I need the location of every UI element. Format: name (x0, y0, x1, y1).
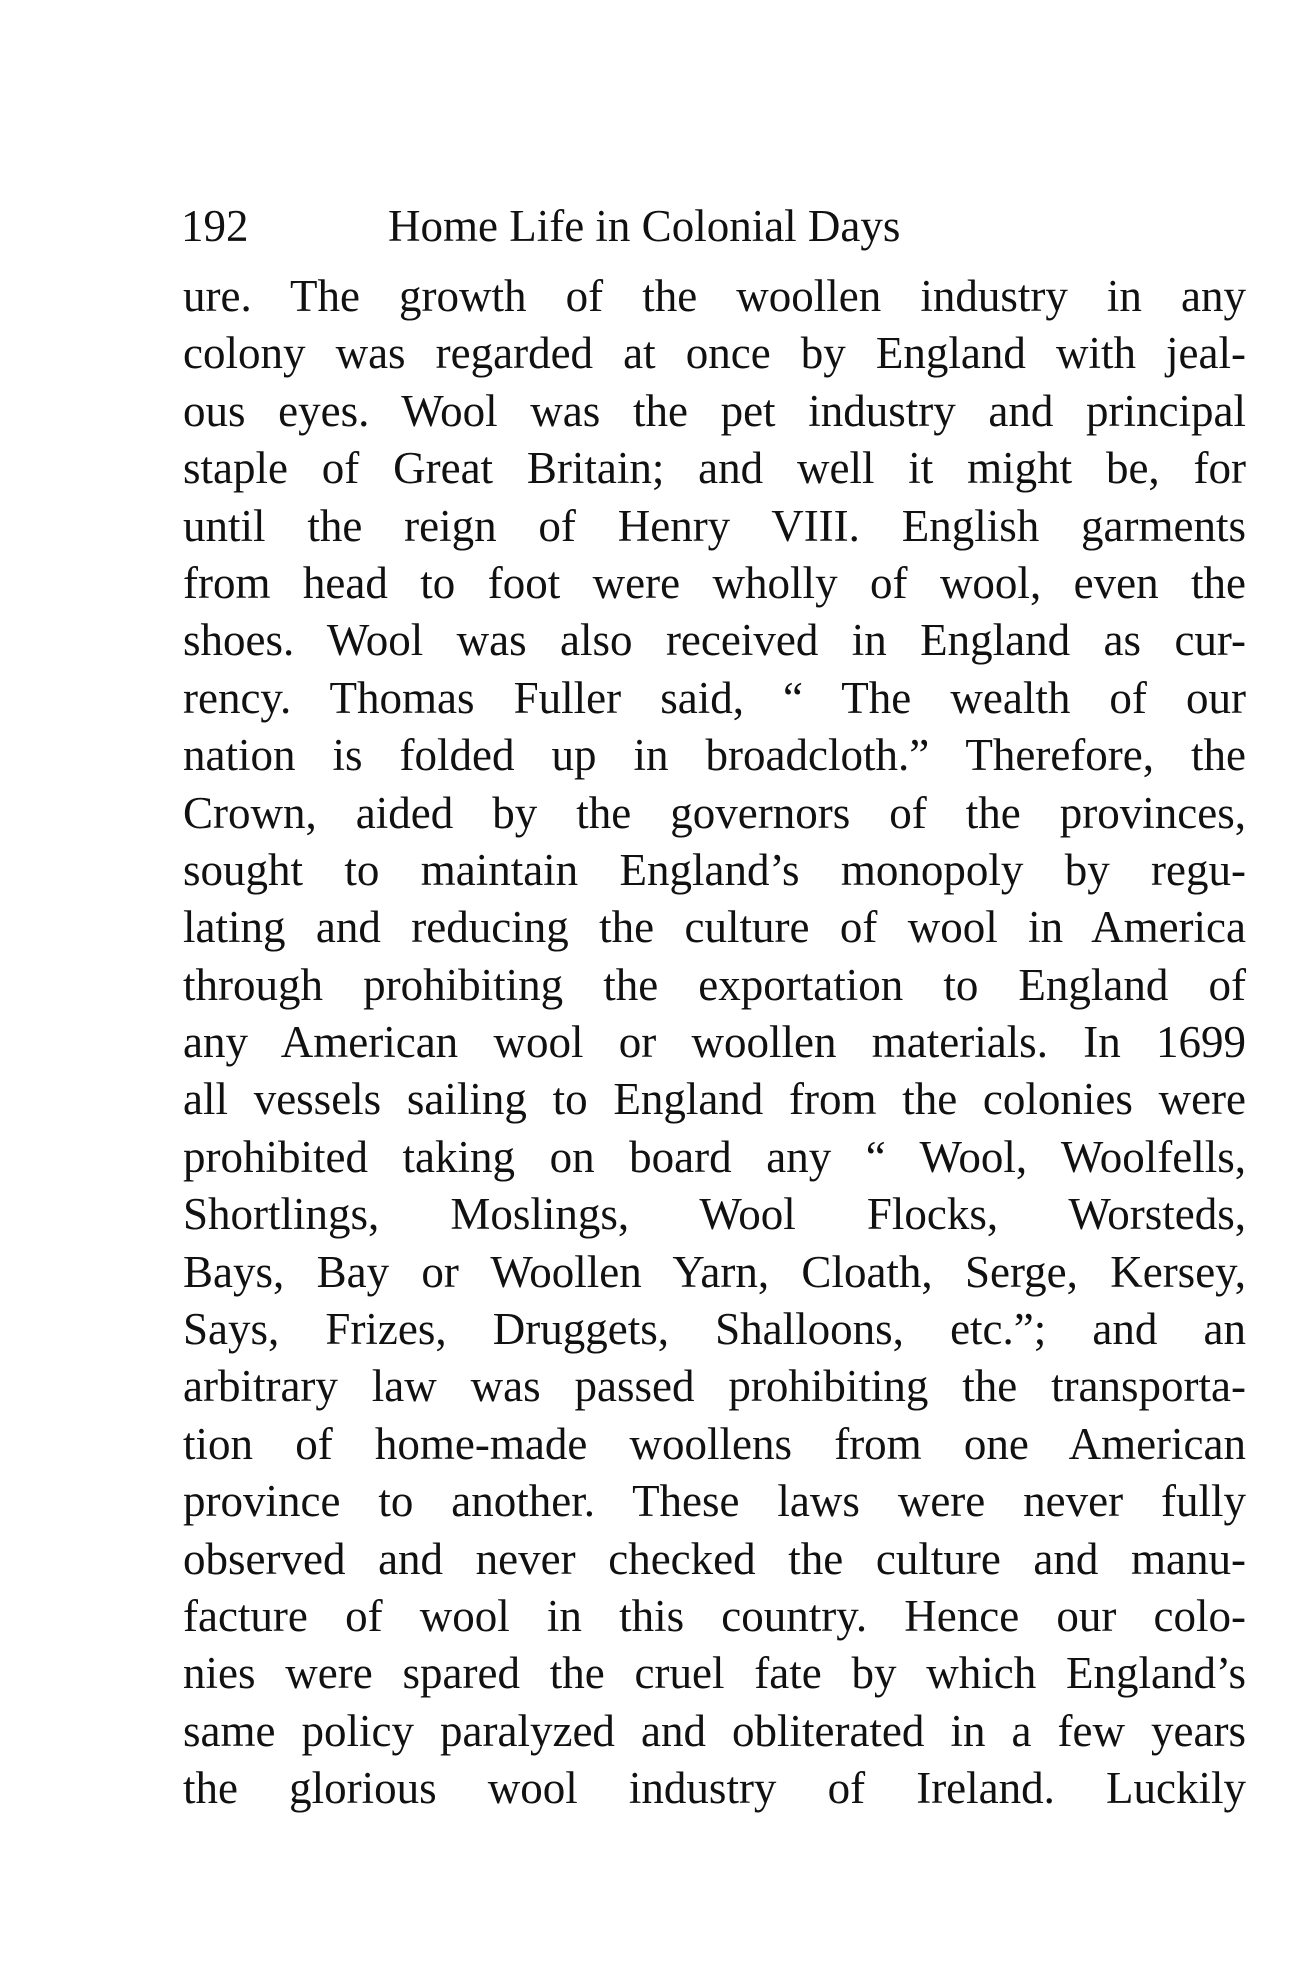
text-line: staple of Great Britain; and well it might be, for (183, 443, 1246, 494)
text-line: Says, Frizes, Druggets, Shalloons, etc.”; and an (183, 1304, 1246, 1355)
text-line: ure. The growth of the woollen industry in any (183, 271, 1246, 321)
text-line: Crown, aided by the governors of the provinces, (183, 787, 1246, 838)
text-line: from head to foot were wholly of wool, even the (183, 557, 1246, 608)
text-line: sought to maintain England’s monopoly by regu- (183, 844, 1246, 895)
text-line: any American wool or woollen materials. In 1699 (183, 1017, 1246, 1068)
text-line: tion of home-made woollens from one American (183, 1418, 1246, 1469)
text-line: all vessels sailing to England from the colonies were (183, 1074, 1246, 1125)
text-line: observed and never checked the culture and manu- (183, 1533, 1246, 1584)
running-head (181, 196, 1241, 256)
page-number: 192 (181, 201, 249, 251)
text-line: until the reign of Henry VIII. English garments (183, 500, 1246, 551)
text-line: province to another. These laws were never fully (183, 1476, 1246, 1527)
text-line: arbitrary law was passed prohibiting the transporta- (183, 1361, 1246, 1412)
text-line: shoes. Wool was also received in England as cur- (183, 615, 1246, 666)
running-title: Home Life in Colonial Days (388, 201, 901, 251)
text-line: Bays, Bay or Woollen Yarn, Cloath, Serge, Kersey, (183, 1246, 1246, 1297)
text-line: facture of wool in this country. Hence our colo- (183, 1590, 1246, 1641)
text-line: ous eyes. Wool was the pet industry and principal (183, 385, 1246, 436)
text-line: the glorious wool industry of Ireland. Luckily (183, 1763, 1246, 1814)
text-line: rency. Thomas Fuller said, “ The wealth of our (183, 672, 1246, 723)
text-line: nation is folded up in broadcloth.” Therefore, the (183, 730, 1246, 781)
text-line: prohibited taking on board any “ Wool, Woolfells, (183, 1131, 1246, 1182)
body-text (183, 268, 1246, 1818)
text-line: lating and reducing the culture of wool in America (183, 902, 1246, 953)
text-line: same policy paralyzed and obliterated in a few years (183, 1705, 1246, 1756)
text-line: Shortlings, Moslings, Wool Flocks, Worsteds, (183, 1189, 1246, 1240)
text-line: colony was regarded at once by England with jeal- (183, 328, 1246, 379)
text-line: nies were spared the cruel fate by which England’s (183, 1648, 1246, 1699)
text-line: through prohibiting the exportation to England of (183, 959, 1246, 1010)
